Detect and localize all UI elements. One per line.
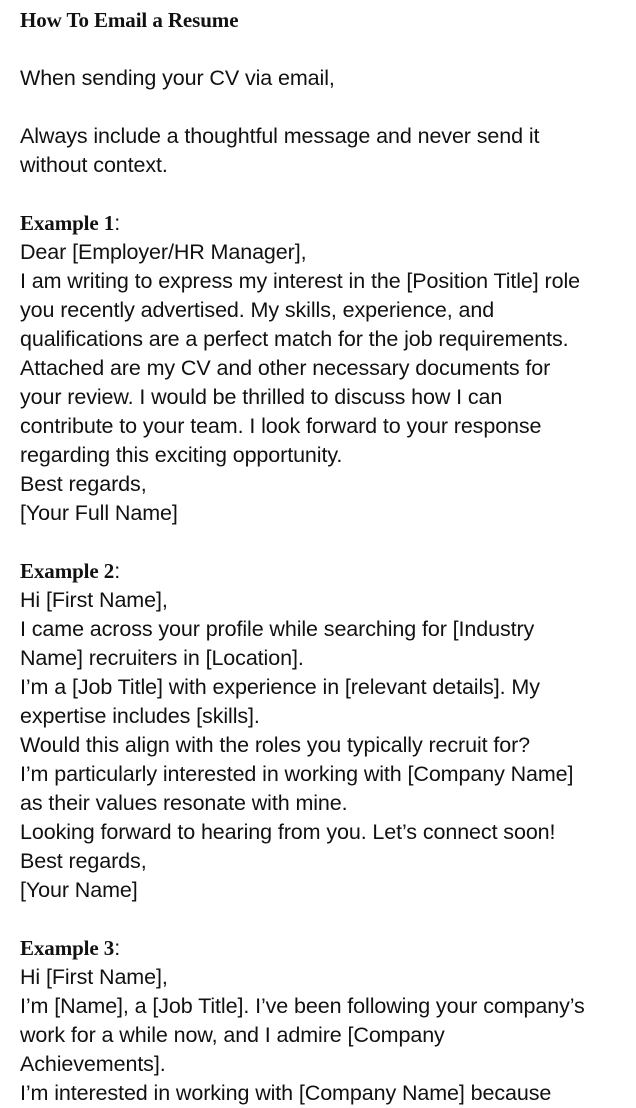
document-title: How To Email a Resume (20, 8, 239, 32)
example-2-colon: : (114, 559, 121, 583)
example-2-line: Would this align with the roles you typically recruit for? (20, 733, 531, 757)
example-2-line: I’m a [Job Title] with experience in [relevant details]. My (20, 675, 540, 699)
example-1-label: Example 1 (20, 211, 115, 235)
example-1-colon: : (114, 211, 121, 235)
example-1-line: contribute to your team. I look forward to your response (20, 414, 542, 438)
example-2-section (20, 557, 620, 905)
example-1-line: qualifications are a perfect match for the job requirements. (20, 327, 569, 351)
spacer (20, 180, 620, 209)
example-1-line: I am writing to express my interest in the [Position Title] role (20, 269, 580, 293)
document-body (20, 6, 620, 1108)
example-2-line: Name] recruiters in [Location]. (20, 646, 304, 670)
spacer (20, 93, 620, 122)
example-2-line: Looking forward to hearing from you. Let’s connect soon! (20, 820, 556, 844)
example-1-line: you recently advertised. My skills, experience, and (20, 298, 495, 322)
example-2-line: Hi [First Name], (20, 588, 168, 612)
intro-line: Always include a thoughtful message and never send it (20, 124, 540, 148)
example-1-line: Attached are my CV and other necessary documents for (20, 356, 551, 380)
spacer (20, 35, 620, 64)
example-1-heading (20, 209, 620, 238)
example-2-label: Example 2 (20, 559, 115, 583)
example-3-line: work for a while now, and I admire [Company (20, 1023, 445, 1047)
example-3-label: Example 3 (20, 936, 115, 960)
example-2-heading (20, 557, 620, 586)
example-3-line: Hi [First Name], (20, 965, 168, 989)
intro-paragraph-2 (20, 122, 620, 180)
example-2-line: I’m particularly interested in working with [Company Name] (20, 762, 574, 786)
example-3-colon: : (114, 936, 121, 960)
example-3-section (20, 934, 620, 1108)
example-3-line: I’m interested in working with [Company Name] because (20, 1081, 552, 1105)
example-3-line: Achievements]. (20, 1052, 166, 1076)
example-1-section (20, 209, 620, 528)
example-1-line: your review. I would be thrilled to discuss how I can (20, 385, 503, 409)
spacer (20, 528, 620, 557)
example-2-line: Best regards, (20, 849, 147, 873)
example-1-line: [Your Full Name] (20, 501, 178, 525)
example-2-line: I came across your profile while searching for [Industry (20, 617, 535, 641)
example-1-line: Dear [Employer/HR Manager], (20, 240, 307, 264)
example-1-line: Best regards, (20, 472, 147, 496)
example-3-heading (20, 934, 620, 963)
intro-paragraph-1 (20, 64, 620, 93)
example-2-line: as their values resonate with mine. (20, 791, 348, 815)
example-3-line: I’m [Name], a [Job Title]. I’ve been following your company’s (20, 994, 585, 1018)
example-1-line: regarding this exciting opportunity. (20, 443, 343, 467)
example-2-line: [Your Name] (20, 878, 138, 902)
spacer (20, 905, 620, 934)
intro-line: When sending your CV via email, (20, 66, 335, 90)
intro-line: without context. (20, 153, 168, 177)
example-2-line: expertise includes [skills]. (20, 704, 260, 728)
